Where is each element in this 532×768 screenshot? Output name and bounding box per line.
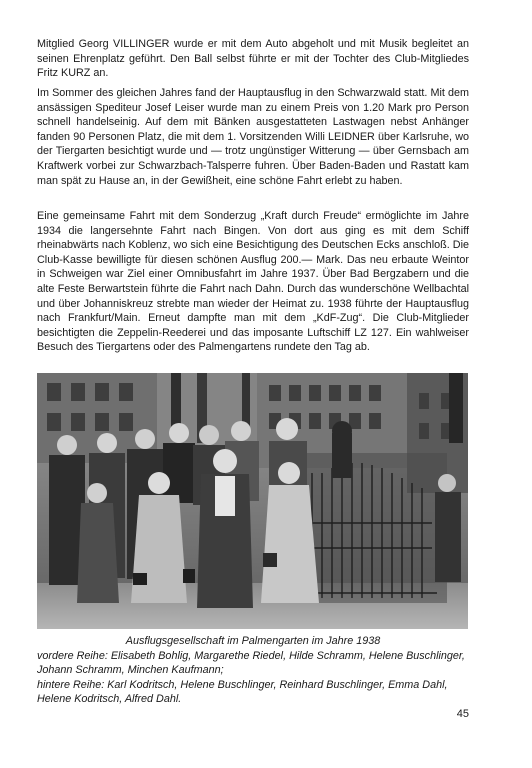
photo-caption	[37, 634, 469, 707]
caption-title: Ausflugsgesellschaft im Palmengarten im Jahre 1938	[125, 635, 381, 647]
group-photo-illustration	[37, 373, 468, 629]
paragraph-2: Im Sommer des gleichen Jahres fand der Hauptausflug in den Schwarzwald statt. Mit dem ansässigen Spediteur Josef Leiser wurde man zu einem Preis von 1.20 Mark pro Person schnell handelseinig. Auf dem mit Bänken ausgestatteten Lastwagen nebst Anhänger fanden 90 Personen Platz, die mit dem 1. Vorsitzenden Willi LEIDNER über Karlsruhe, wo der Tiergarten besichtigt wurde und — trotz ungünstiger Witterung — über Gernsbach am Kraftwerk vorbei zur Schwarzbach-Talsperre fuhren. Über Baden-Baden und Rastatt kam man spät zu Hause an, in der Gewißheit, eine schöne Fahrt erlebt zu haben.	[37, 87, 469, 187]
paragraph-3: Eine gemeinsame Fahrt mit dem Sonderzug „Kraft durch Freude“ ermöglichte im Jahre 1934 die langersehnte Fahrt nach Bingen. Von dort aus ging es mit dem Schiff rheinabwärts nach Koblenz, wo sich eine Besichtigung des Deutschen Ecks anschloß. Die Club-Kasse bewilligte für diesen schönen Ausflug 200.— Mark. Das neu erbaute Weintor in Schweigen war Ziel einer Omnibusfahrt im Jahre 1937. Über Bad Bergzabern und die alte Feste Berwartstein führte die Fahrt nach Dahn. Durch das wunderschöne Wellbachtal und über Johanniskreuz strebte man wieder der Heimat zu. 1938 führte der Hauptausflug nach Frankfurt/Main. Erneut dampfte man mit dem „KdF-Zug“. Die Club-Mitglieder besichtigten die Zeppelin-Reederei und das imposante Luftschiff LZ 127. Ein wahlweiser Besuch des Tiergartens oder des Palmengartens rundete den Tag ab.	[37, 210, 469, 354]
page-number: 45	[456, 708, 469, 720]
caption-back-row: hintere Reihe: Karl Kodritsch, Helene Buschlinger, Reinhard Buschlinger, Emma Dahl, Helene Kodritsch, Alfred Dahl.	[37, 678, 448, 706]
group-photo	[37, 373, 468, 629]
caption-front-row: vordere Reihe: Elisabeth Bohlig, Margarethe Riedel, Hilde Schramm, Helene Buschlinger, Johann Schramm, Minchen Kaufmann;	[37, 649, 465, 677]
paragraph-1: Mitglied Georg VILLINGER wurde er mit dem Auto abgeholt und mit Musik begleitet an seinen Ehrenplatz geführt. Den Ball selbst führte er mit der Tochter des Club-Mitgliedes Fritz KURZ an.	[37, 38, 469, 80]
